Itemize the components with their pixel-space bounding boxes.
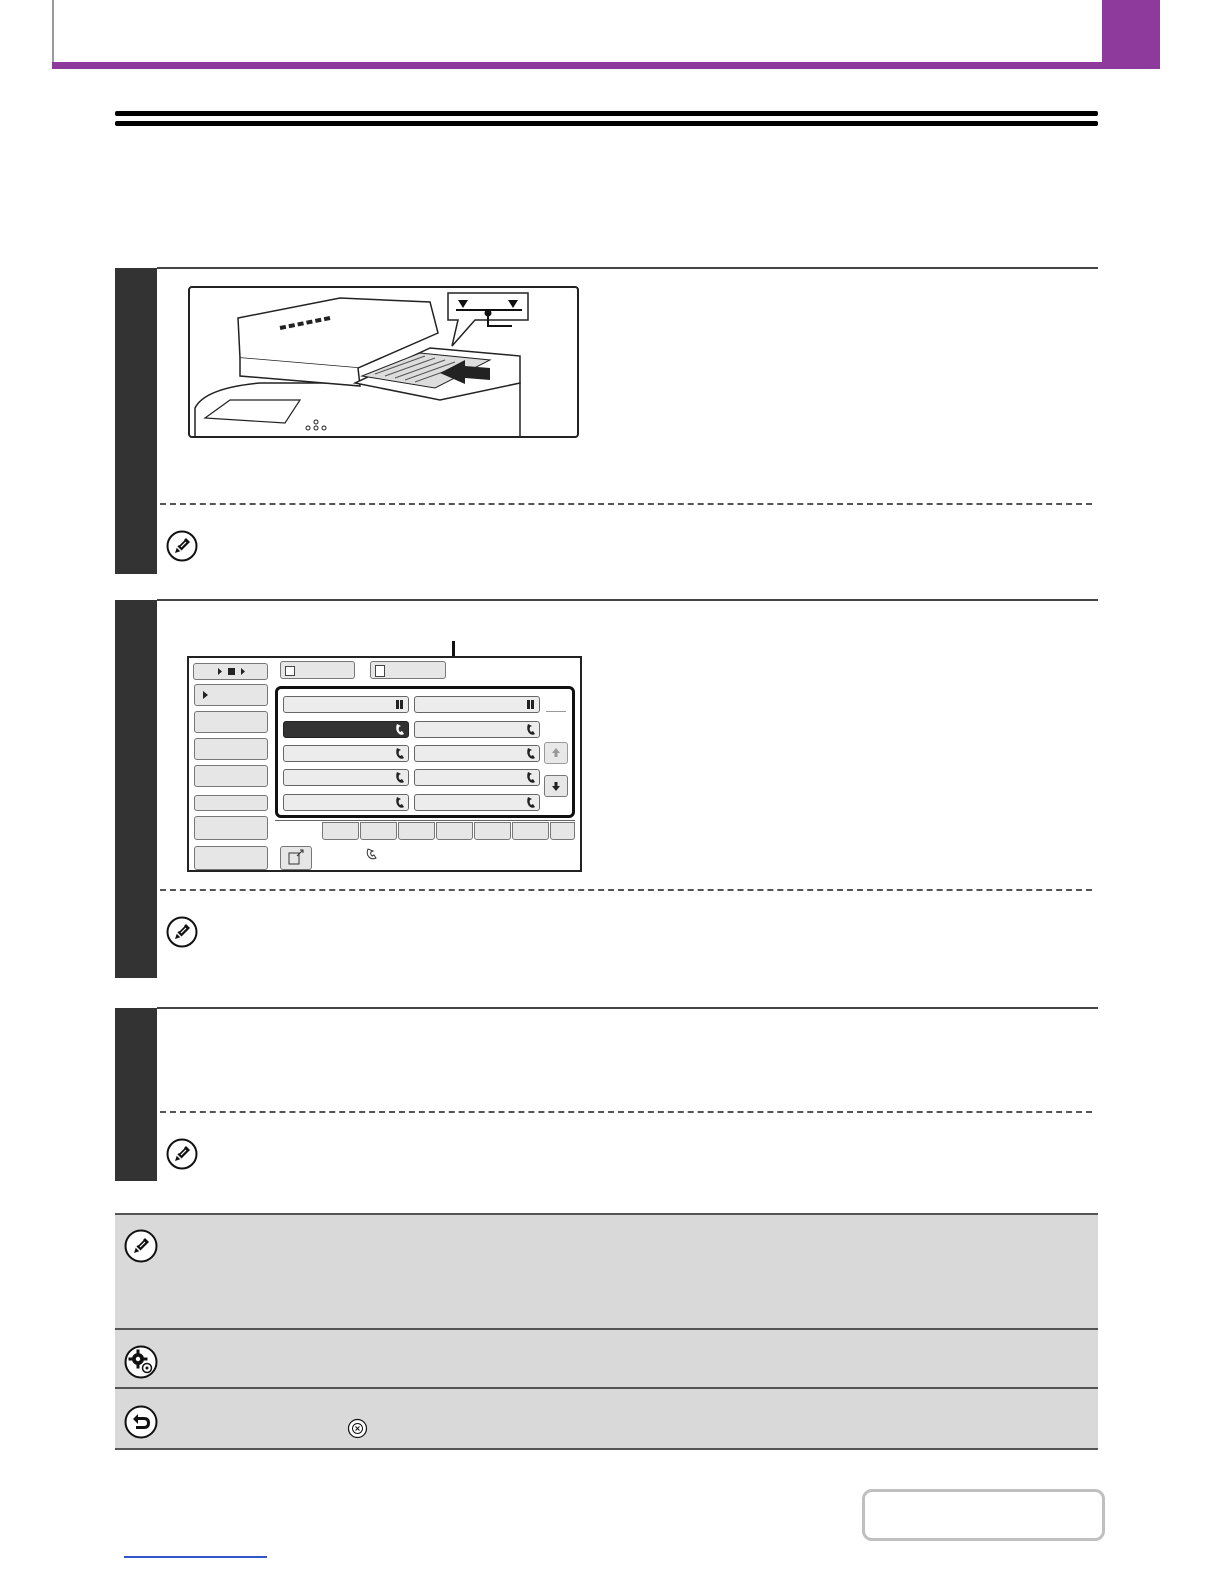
step-3-sidebar (115, 1008, 157, 1181)
page-indicator-rule (546, 711, 566, 712)
chapter-tab[interactable] (1102, 0, 1160, 69)
index-tab-4[interactable] (436, 822, 473, 840)
info-box-note (115, 1213, 1098, 1330)
info-box-cancel (115, 1387, 1098, 1450)
step-1-divider (160, 503, 1092, 505)
step-1-rule (157, 267, 1098, 269)
note-pencil-icon (124, 1229, 158, 1263)
footer-link-underline[interactable] (124, 1556, 267, 1558)
screen-mode-button[interactable] (193, 663, 268, 680)
screen-side-button-1[interactable] (194, 684, 268, 706)
header-accent-bar (52, 62, 1160, 69)
address-key-group-2[interactable] (414, 696, 540, 713)
global-search-button[interactable] (280, 846, 312, 870)
title-rule-bottom (115, 121, 1098, 126)
address-key-4-2[interactable] (414, 769, 540, 786)
address-key-2-2[interactable] (414, 721, 540, 738)
index-tab-7[interactable] (550, 822, 575, 840)
address-key-3-2[interactable] (414, 745, 540, 762)
contents-button[interactable] (862, 1489, 1105, 1541)
screen-side-button-4[interactable] (194, 765, 268, 787)
index-tab-1[interactable] (322, 822, 359, 840)
step-1-illustration (188, 286, 579, 438)
index-tab-3[interactable] (398, 822, 435, 840)
step-2-rule (157, 599, 1098, 601)
step-2-divider (160, 889, 1092, 891)
note-pencil-icon (166, 530, 198, 562)
address-key-5-2[interactable] (414, 794, 540, 811)
address-key-3-1[interactable] (283, 745, 409, 762)
index-tab-baseline (275, 820, 575, 821)
address-book-screen (187, 656, 582, 872)
step-3-rule (157, 1007, 1098, 1009)
title-rule-top (115, 111, 1098, 116)
index-tab-6[interactable] (512, 822, 549, 840)
info-box-bottom-rule (115, 1448, 1098, 1450)
index-tab-2[interactable] (360, 822, 397, 840)
page-header (52, 0, 1102, 64)
step-3-divider (160, 1111, 1092, 1113)
info-box-settings (115, 1328, 1098, 1389)
return-arrow-icon (124, 1405, 158, 1439)
phone-icon (365, 847, 379, 861)
address-key-group-1[interactable] (283, 696, 409, 713)
note-pencil-icon (166, 1138, 198, 1170)
screen-side-button-7[interactable] (194, 846, 268, 870)
screen-tab-button-2[interactable] (370, 661, 446, 679)
screen-tab-button-1[interactable] (280, 661, 355, 679)
screen-side-button-2[interactable] (194, 711, 268, 733)
address-key-5-1[interactable] (283, 794, 409, 811)
screen-side-button-5[interactable] (194, 795, 268, 811)
address-key-list (275, 686, 575, 818)
scroll-down-button[interactable] (544, 775, 568, 797)
step-1-sidebar (115, 268, 157, 574)
scroll-up-button[interactable] (544, 742, 568, 764)
document-feeder-illustration (190, 288, 577, 436)
settings-gear-icon (124, 1345, 158, 1379)
screen-side-button-3[interactable] (194, 738, 268, 760)
note-pencil-icon (166, 916, 198, 948)
index-tab-5[interactable] (474, 822, 511, 840)
stop-key-icon (347, 1418, 368, 1439)
screen-side-button-6[interactable] (194, 816, 268, 840)
step-2-sidebar (115, 600, 157, 978)
address-key-4-1[interactable] (283, 769, 409, 786)
address-key-selected[interactable] (283, 721, 409, 738)
